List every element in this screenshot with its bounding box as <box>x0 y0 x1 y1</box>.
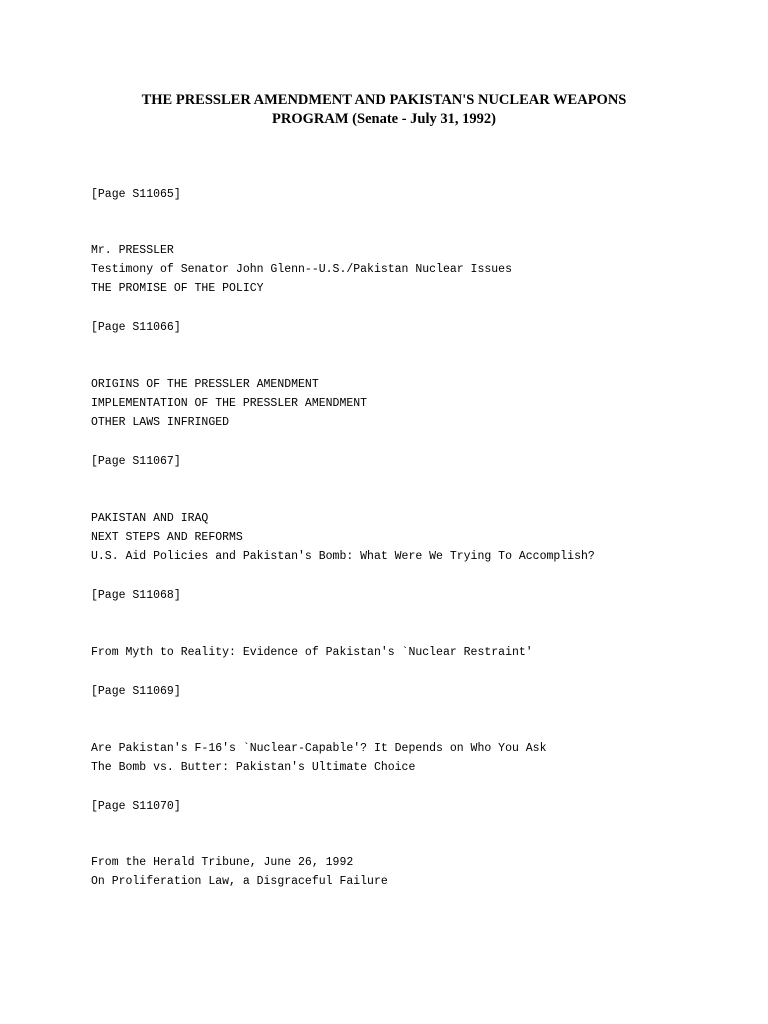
section-heading-next-steps: NEXT STEPS AND REFORMS <box>91 531 243 544</box>
section-heading-f16: Are Pakistan's F-16's `Nuclear-Capable'? It Depends on Who You Ask <box>91 742 547 755</box>
page-marker-s11066: [Page S11066] <box>91 321 181 334</box>
section-heading-promise: THE PROMISE OF THE POLICY <box>91 282 264 295</box>
page-marker-s11068: [Page S11068] <box>91 589 181 602</box>
section-heading-testimony: Testimony of Senator John Glenn--U.S./Pakistan Nuclear Issues <box>91 263 512 276</box>
speaker-line: Mr. PRESSLER <box>91 244 174 257</box>
section-heading-implementation: IMPLEMENTATION OF THE PRESSLER AMENDMENT <box>91 397 368 410</box>
page-marker-s11067: [Page S11067] <box>91 455 181 468</box>
page-marker-s11070: [Page S11070] <box>91 800 181 813</box>
section-heading-origins: ORIGINS OF THE PRESSLER AMENDMENT <box>91 378 319 391</box>
page-marker-s11065: [Page S11065] <box>91 188 181 201</box>
section-heading-myth: From Myth to Reality: Evidence of Pakistan's `Nuclear Restraint' <box>91 646 533 659</box>
document-title-line-1: THE PRESSLER AMENDMENT AND PAKISTAN'S NUCLEAR WEAPONS <box>141 92 627 108</box>
document-title-line-2: PROGRAM (Senate - July 31, 1992) <box>272 111 496 127</box>
page-marker-s11069: [Page S11069] <box>91 685 181 698</box>
section-heading-aid-policies: U.S. Aid Policies and Pakistan's Bomb: What Were We Trying To Accomplish? <box>91 550 595 563</box>
section-heading-proliferation: On Proliferation Law, a Disgraceful Failure <box>91 875 388 888</box>
section-heading-herald: From the Herald Tribune, June 26, 1992 <box>91 856 354 869</box>
section-heading-pakistan-iraq: PAKISTAN AND IRAQ <box>91 512 209 525</box>
section-heading-bomb-butter: The Bomb vs. Butter: Pakistan's Ultimate Choice <box>91 761 416 774</box>
section-heading-other-laws: OTHER LAWS INFRINGED <box>91 416 230 429</box>
document-title <box>0 91 768 129</box>
